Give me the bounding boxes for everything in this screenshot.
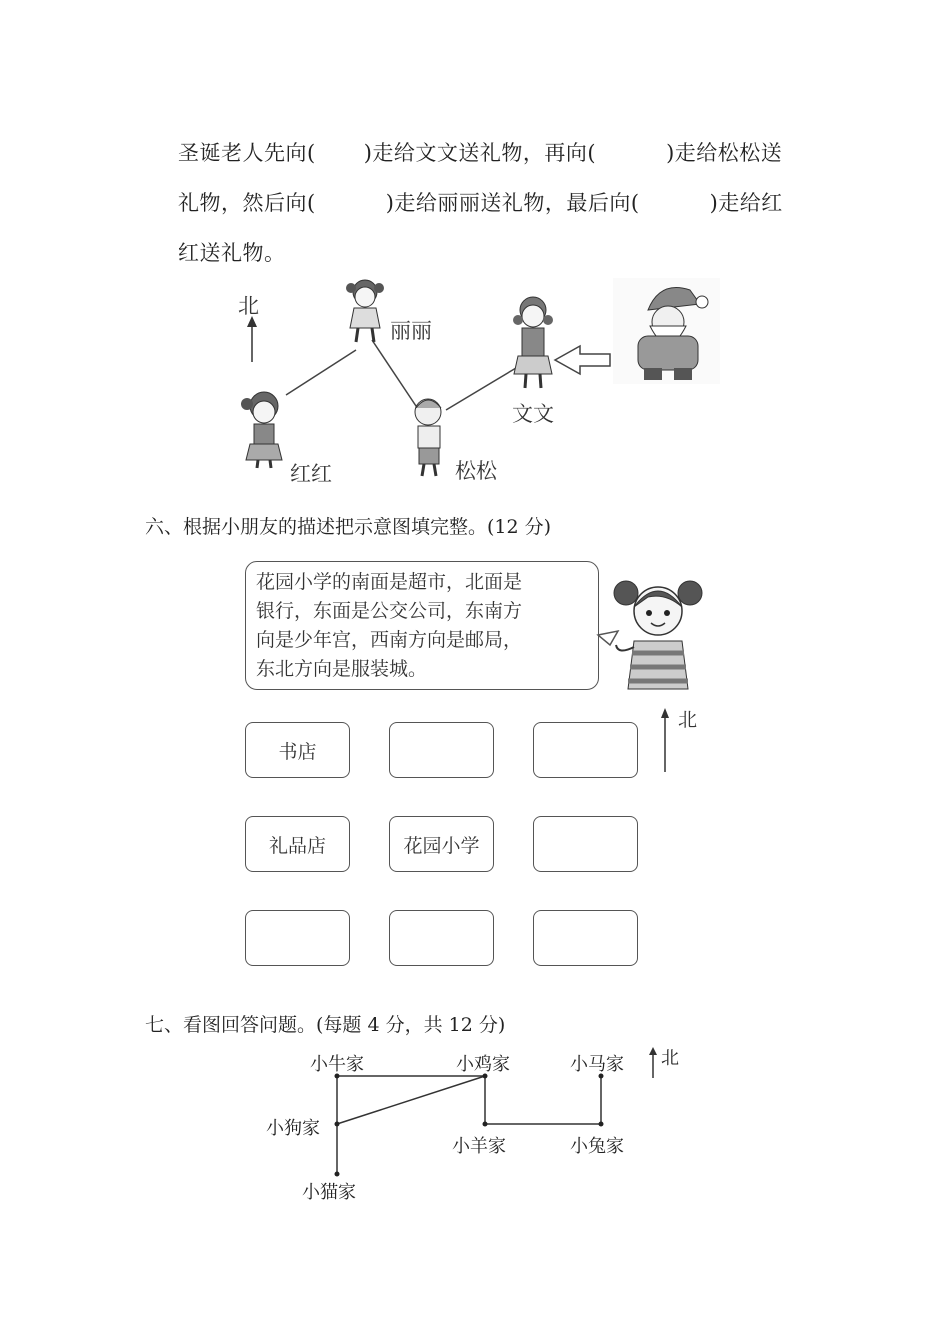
map-cell-gift-shop: 礼品店 bbox=[245, 816, 350, 872]
place-yang: 小羊家 bbox=[452, 1136, 506, 1157]
path-line bbox=[337, 1076, 485, 1124]
node-dot bbox=[599, 1122, 604, 1127]
place-niu: 小牛家 bbox=[310, 1054, 364, 1075]
map-cell-blank[interactable] bbox=[533, 722, 638, 778]
map-cell-blank[interactable] bbox=[245, 910, 350, 966]
girl-wenwen-icon bbox=[513, 297, 553, 388]
place-mao: 小猫家 bbox=[302, 1182, 356, 1203]
section-6-heading: 六、根据小朋友的描述把示意图填完整。(12 分) bbox=[145, 516, 552, 538]
girl-lili-icon bbox=[346, 280, 384, 342]
name-songsong: 松松 bbox=[455, 459, 497, 483]
name-honghong: 红红 bbox=[290, 462, 332, 486]
question-line-2: 礼物，然后向( )走给丽丽送礼物，最后向( )走给红 bbox=[178, 191, 783, 215]
route-line bbox=[372, 340, 420, 412]
place-tu: 小兔家 bbox=[570, 1136, 624, 1157]
boy-songsong-icon bbox=[415, 399, 441, 476]
map-cell-bookstore: 书店 bbox=[245, 722, 350, 778]
route-line bbox=[286, 350, 356, 395]
question-line-1: 圣诞老人先向( )走给文文送礼物，再向( )走给松松送 bbox=[178, 141, 783, 165]
north-label: 北 bbox=[238, 294, 259, 318]
map-cell-blank[interactable] bbox=[533, 816, 638, 872]
place-ma: 小马家 bbox=[570, 1054, 624, 1075]
map-cell-garden-school: 花园小学 bbox=[389, 816, 494, 872]
map-cell-blank[interactable] bbox=[389, 910, 494, 966]
node-dot bbox=[483, 1122, 488, 1127]
santa-claus-icon bbox=[613, 278, 720, 384]
name-lili: 丽丽 bbox=[390, 319, 432, 343]
route-map bbox=[320, 1060, 620, 1190]
girl-honghong-icon bbox=[241, 392, 282, 468]
bubble-line: 银行，东面是公交公司，东南方 bbox=[256, 600, 523, 622]
node-dot bbox=[335, 1172, 340, 1177]
bubble-line: 向是少年宫，西南方向是邮局， bbox=[256, 629, 523, 651]
place-gou: 小狗家 bbox=[266, 1118, 320, 1139]
question-line-3: 红送礼物。 bbox=[178, 241, 286, 265]
map-cell-blank[interactable] bbox=[389, 722, 494, 778]
section-7-heading: 七、看图回答问题。(每题 4 分，共 12 分) bbox=[145, 1014, 506, 1036]
bubble-line: 花园小学的南面是超市，北面是 bbox=[256, 571, 523, 593]
north-arrow-icon bbox=[646, 1046, 660, 1080]
north-label: 北 bbox=[661, 1048, 679, 1069]
girl-speaker-icon bbox=[596, 575, 708, 691]
speech-bubble bbox=[245, 561, 599, 690]
route-line bbox=[446, 368, 516, 410]
bubble-line: 东北方向是服装城。 bbox=[256, 658, 428, 680]
north-label: 北 bbox=[678, 709, 698, 731]
place-ji: 小鸡家 bbox=[456, 1054, 510, 1075]
map-cell-blank[interactable] bbox=[533, 910, 638, 966]
north-arrow-icon bbox=[656, 706, 676, 776]
hollow-arrow-icon bbox=[555, 346, 610, 374]
name-wenwen: 文文 bbox=[512, 402, 554, 426]
node-dot bbox=[335, 1122, 340, 1127]
